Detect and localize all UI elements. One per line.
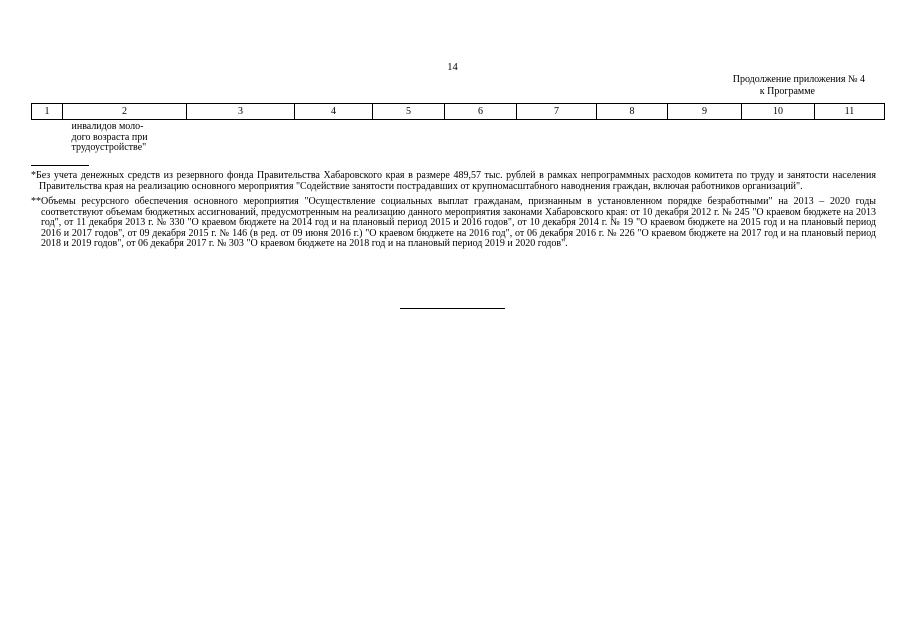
appendix-note	[640, 74, 865, 97]
table-cell	[517, 120, 597, 154]
table-cell	[373, 120, 445, 154]
header-cell-7: 7	[517, 104, 597, 120]
page-number: 14	[447, 62, 458, 73]
header-cell-1: 1	[32, 104, 63, 120]
header-cell-3: 3	[187, 104, 295, 120]
header-cell-8: 8	[597, 104, 668, 120]
table-cell	[187, 120, 295, 154]
table-cell	[63, 120, 187, 154]
table-cell	[295, 120, 373, 154]
table-cell	[815, 120, 885, 154]
program-table	[31, 103, 885, 154]
table-cell	[445, 120, 517, 154]
table-row	[32, 120, 885, 154]
table-cell	[742, 120, 815, 154]
header-cell-2: 2	[63, 104, 187, 120]
appendix-note-line2: к Программе	[759, 85, 815, 97]
header-cell-11: 11	[815, 104, 885, 120]
appendix-note-line1: Продолжение приложения № 4	[732, 74, 865, 85]
header-cell-4: 4	[295, 104, 373, 120]
footnote-social-payments: **Объемы ресурсного обеспечения основного мероприятия "Осуществление социальных выплат гражданам, признанным в установленном порядке безработными" на 2013 – 2020 годы соответствуют объемам бюджетных ассигнований, предусмотренным на реализацию данного мероприятия законами Хабаровского края: от 10 декабря 2012 г. № 245 "О краевом бюджете на 2013 год", от 11 декабря 2013 г. № 330 "О краевом бюджете на 2014 год и на плановый период 2015 и 2016 годов", от 10 декабря 2014 г. № 19 "О краевом бюджете на 2015 год и на плановый период 2016 и 2017 годов", от 09 декабря 2015 г. № 146 (в ред. от 09 июня 2016 г.) "О краевом бюджете на 2016 год", от 06 декабря 2016 г. № 226 "О краевом бюджете на 2017 год и на плановый период 2018 и 2019 годов", от 06 декабря 2017 г. № 303 "О краевом бюджете на 2018 год и на плановый период 2019 и 2020 годов".	[31, 196, 876, 249]
header-cell-5: 5	[373, 104, 445, 120]
table-cell	[668, 120, 742, 154]
table-cell	[597, 120, 668, 154]
footnote-reserve-fund: *Без учета денежных средств из резервного фонда Правительства Хабаровского края в размере 489,57 тыс. рублей в рамках непрограммных расходов комитета по труду и занятости населения Правительства края на реализацию основного мероприятия "Содействие занятости пострадавших от крупномасштабного наводнения граждан, включая работников организаций".	[31, 170, 876, 192]
row-description: инвалидов моло- дого возраста при трудоустройстве"	[71, 121, 148, 153]
footnotes	[31, 171, 876, 255]
end-separator	[400, 308, 505, 309]
header-cell-9: 9	[668, 104, 742, 120]
header-cell-10: 10	[742, 104, 815, 120]
header-cell-6: 6	[445, 104, 517, 120]
table-header-row	[32, 104, 885, 120]
table-cell	[32, 120, 63, 154]
footnote-separator	[31, 165, 89, 166]
